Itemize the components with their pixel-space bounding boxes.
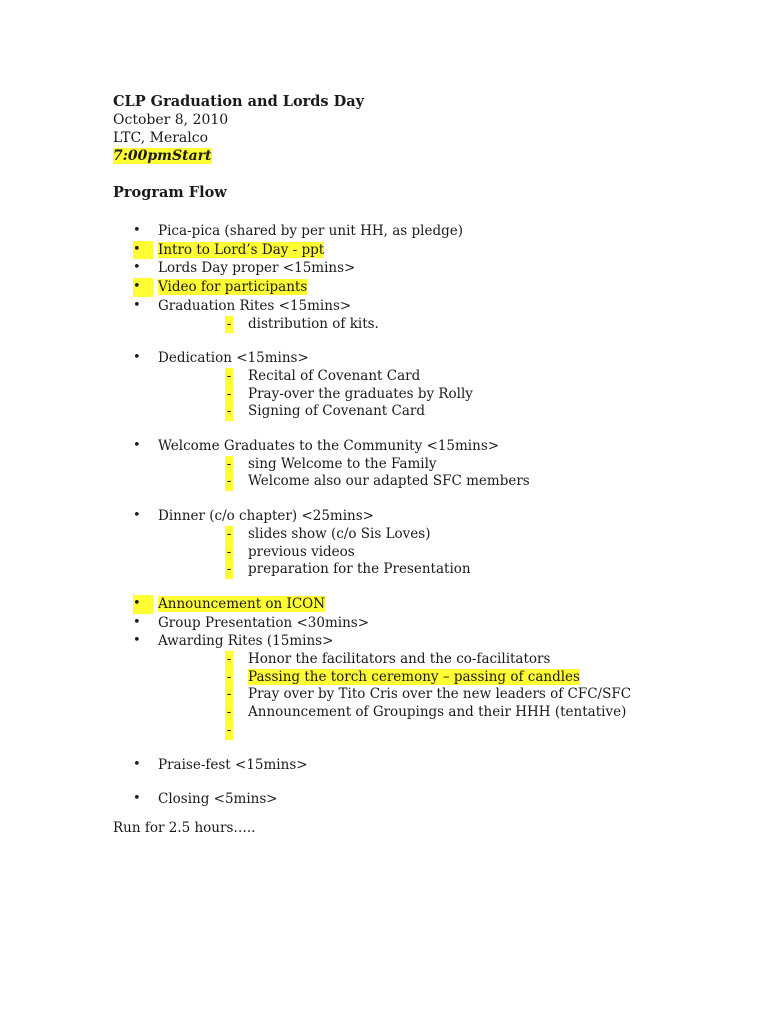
- bullet-icon: •: [133, 297, 141, 313]
- list-item-text: Dinner (c/o chapter) <25mins>: [158, 508, 374, 525]
- dash-icon: -: [226, 315, 232, 332]
- list-item-text: Intro to Lord’s Day - ppt: [158, 241, 325, 258]
- sub-item: [158, 316, 733, 334]
- list-item-text: Awarding Rites (15mins>: [158, 633, 334, 650]
- list-item: [113, 297, 733, 333]
- dash-icon: -: [226, 455, 232, 472]
- sub-item: [158, 722, 733, 740]
- bullet-icon: •: [133, 508, 141, 524]
- bullet-icon: •: [133, 756, 141, 772]
- dash-icon: -: [226, 525, 232, 542]
- sub-item-text: Honor the facilitators and the co-facilitators: [248, 651, 551, 668]
- list-item: [113, 278, 733, 297]
- sub-item: [158, 561, 733, 579]
- bullet-icon: •: [133, 223, 141, 238]
- sub-item: [158, 526, 733, 544]
- list-item-text: Graduation Rites <15mins>: [158, 297, 352, 314]
- list-item: [113, 259, 733, 278]
- list-item-text: Praise-fest <15mins>: [158, 756, 308, 773]
- list-item: [113, 222, 733, 241]
- list-item-text: Pica-pica (shared by per unit HH, as pledge): [158, 223, 463, 239]
- sub-item-text: Passing the torch ceremony – passing of candles: [248, 668, 580, 685]
- sub-list: [158, 316, 733, 334]
- list-item: [113, 241, 733, 260]
- sub-item: [158, 473, 733, 491]
- sub-item: [158, 456, 733, 474]
- event-date: October 8, 2010: [113, 112, 229, 128]
- list-item: [113, 614, 733, 633]
- dash-icon: -: [226, 668, 232, 685]
- bullet-icon: •: [133, 278, 153, 297]
- list-item: [113, 349, 733, 421]
- list-item: [113, 595, 733, 614]
- dash-icon: -: [226, 561, 232, 578]
- dash-icon: -: [226, 704, 232, 721]
- list-item: [113, 756, 733, 775]
- list-item-text: Dedication <15mins>: [158, 350, 309, 367]
- list-item-text: Announcement on ICON: [158, 595, 326, 612]
- sub-item: [158, 651, 733, 669]
- dash-icon: -: [226, 367, 232, 384]
- bullet-icon: •: [133, 260, 141, 276]
- start-time-text: 7:00pmStart: [113, 148, 212, 164]
- start-time: [113, 147, 733, 165]
- program-list: [113, 222, 733, 809]
- sub-item: [158, 686, 733, 704]
- sub-list: [158, 456, 733, 491]
- bullet-icon: •: [133, 438, 141, 454]
- sub-item-text: [248, 722, 252, 738]
- list-item-text: Closing <5mins>: [158, 791, 278, 808]
- dash-icon: -: [226, 686, 232, 703]
- sub-list: [158, 368, 733, 421]
- event-venue: LTC, Meralco: [113, 130, 209, 146]
- bullet-icon: •: [133, 350, 141, 366]
- sub-item: [158, 669, 733, 687]
- sub-item-text: Pray over by Tito Cris over the new leaders of CFC/SFC: [248, 686, 632, 703]
- sub-item-text: Pray-over the graduates by Rolly: [248, 385, 473, 402]
- list-item-text: Video for participants: [158, 279, 308, 296]
- program-flow-heading: Program Flow: [113, 184, 227, 201]
- bullet-icon: •: [133, 241, 153, 260]
- bullet-icon: •: [133, 791, 141, 807]
- dash-icon: -: [226, 721, 232, 738]
- bullet-icon: •: [133, 633, 141, 649]
- sub-item: [158, 544, 733, 562]
- dash-icon: -: [226, 473, 232, 490]
- dash-icon: -: [226, 651, 232, 668]
- sub-item: [158, 704, 733, 722]
- run-time-note: Run for 2.5 hours…..: [113, 819, 256, 836]
- list-item: [113, 632, 733, 739]
- sub-item-text: Signing of Covenant Card: [248, 403, 425, 420]
- sub-item-text: preparation for the Presentation: [248, 561, 471, 578]
- list-item: [113, 790, 733, 809]
- sub-item: [158, 386, 733, 404]
- sub-list: [158, 651, 733, 740]
- list-item-text: Group Presentation <30mins>: [158, 614, 370, 631]
- dash-icon: -: [226, 385, 232, 402]
- sub-item-text: distribution of kits.: [248, 315, 379, 332]
- dash-icon: -: [226, 543, 232, 560]
- sub-item-text: sing Welcome to the Family: [248, 455, 437, 472]
- sub-item-text: slides show (c/o Sis Loves): [248, 525, 431, 542]
- sub-item: [158, 403, 733, 421]
- bullet-icon: •: [133, 614, 141, 630]
- sub-item-text: Welcome also our adapted SFC members: [248, 473, 530, 490]
- bullet-icon: •: [133, 595, 153, 614]
- dash-icon: -: [226, 403, 232, 420]
- sub-item: [158, 368, 733, 386]
- list-item-text: Welcome Graduates to the Community <15mins>: [158, 438, 500, 455]
- document-body: [113, 92, 733, 837]
- document-title: CLP Graduation and Lords Day: [113, 93, 365, 110]
- list-item-text: Lords Day proper <15mins>: [158, 260, 356, 277]
- sub-list: [158, 526, 733, 579]
- sub-item-text: previous videos: [248, 543, 355, 560]
- list-item: [113, 437, 733, 491]
- list-item: [113, 507, 733, 579]
- sub-item-text: Announcement of Groupings and their HHH (tentative): [248, 704, 627, 721]
- sub-item-text: Recital of Covenant Card: [248, 367, 421, 384]
